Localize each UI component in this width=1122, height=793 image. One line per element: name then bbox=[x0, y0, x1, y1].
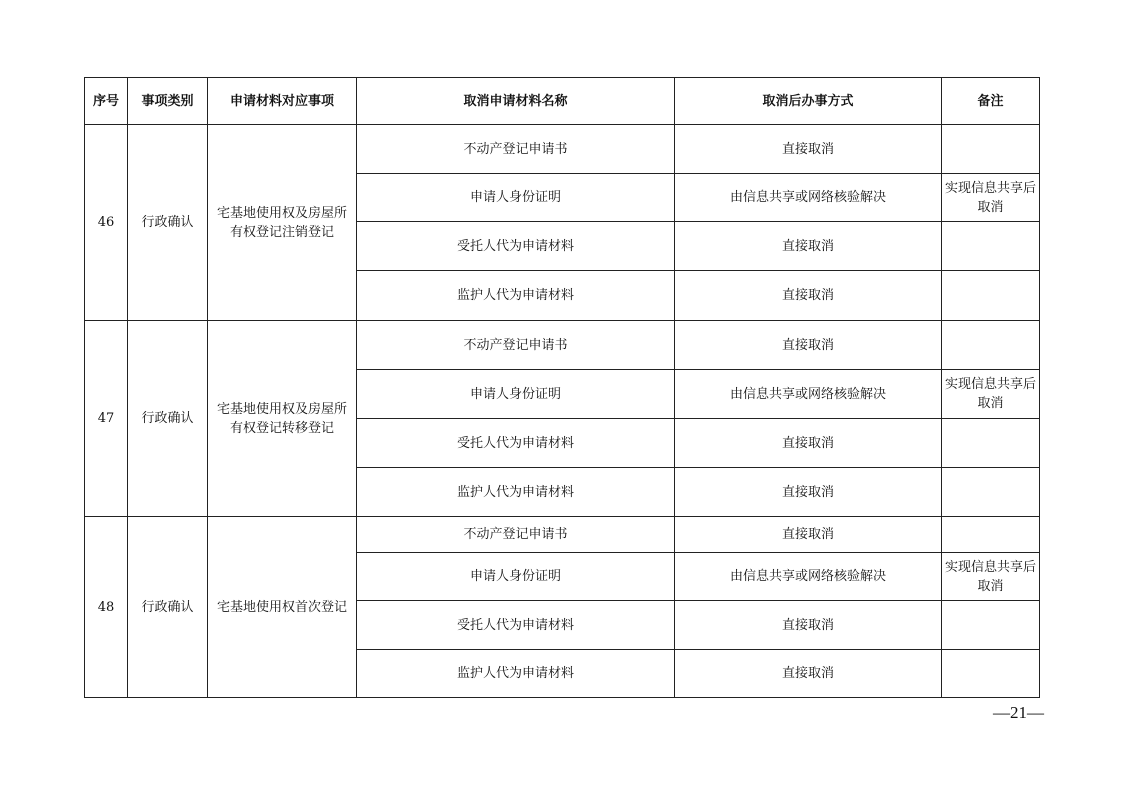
header-material-name: 取消申请材料名称 bbox=[357, 78, 675, 125]
method-cell: 直接取消 bbox=[675, 419, 942, 468]
materials-table bbox=[84, 77, 1040, 698]
method-cell: 直接取消 bbox=[675, 321, 942, 370]
material-cell: 监护人代为申请材料 bbox=[357, 271, 675, 321]
header-method: 取消后办事方式 bbox=[675, 78, 942, 125]
note-cell bbox=[942, 419, 1040, 468]
material-cell: 申请人身份证明 bbox=[357, 370, 675, 419]
method-cell: 直接取消 bbox=[675, 517, 942, 553]
material-cell: 申请人身份证明 bbox=[357, 174, 675, 222]
table-header-row bbox=[85, 78, 1040, 125]
seq-cell: 47 bbox=[85, 321, 128, 517]
note-cell bbox=[942, 271, 1040, 321]
note-cell bbox=[942, 125, 1040, 174]
note-cell bbox=[942, 601, 1040, 650]
header-category: 事项类别 bbox=[128, 78, 208, 125]
category-cell: 行政确认 bbox=[128, 321, 208, 517]
method-cell: 由信息共享或网络核验解决 bbox=[675, 370, 942, 419]
material-cell: 受托人代为申请材料 bbox=[357, 601, 675, 650]
matter-cell: 宅基地使用权及房屋所有权登记注销登记 bbox=[208, 125, 357, 321]
table-row bbox=[85, 321, 1040, 370]
material-cell: 不动产登记申请书 bbox=[357, 517, 675, 553]
note-cell bbox=[942, 517, 1040, 553]
table-row bbox=[85, 125, 1040, 174]
material-cell: 监护人代为申请材料 bbox=[357, 650, 675, 698]
category-cell: 行政确认 bbox=[128, 125, 208, 321]
note-cell: 实现信息共享后取消 bbox=[942, 370, 1040, 419]
method-cell: 由信息共享或网络核验解决 bbox=[675, 174, 942, 222]
method-cell: 直接取消 bbox=[675, 125, 942, 174]
matter-cell: 宅基地使用权首次登记 bbox=[208, 517, 357, 698]
table-row bbox=[85, 517, 1040, 553]
material-cell: 不动产登记申请书 bbox=[357, 125, 675, 174]
note-cell bbox=[942, 650, 1040, 698]
method-cell: 直接取消 bbox=[675, 601, 942, 650]
seq-cell: 46 bbox=[85, 125, 128, 321]
method-cell: 直接取消 bbox=[675, 222, 942, 271]
material-cell: 不动产登记申请书 bbox=[357, 321, 675, 370]
method-cell: 直接取消 bbox=[675, 650, 942, 698]
header-seq: 序号 bbox=[85, 78, 128, 125]
method-cell: 直接取消 bbox=[675, 271, 942, 321]
header-matter: 申请材料对应事项 bbox=[208, 78, 357, 125]
note-cell bbox=[942, 222, 1040, 271]
header-note: 备注 bbox=[942, 78, 1040, 125]
note-cell bbox=[942, 468, 1040, 517]
category-cell: 行政确认 bbox=[128, 517, 208, 698]
note-cell: 实现信息共享后取消 bbox=[942, 553, 1040, 601]
note-cell bbox=[942, 321, 1040, 370]
material-cell: 受托人代为申请材料 bbox=[357, 222, 675, 271]
matter-cell: 宅基地使用权及房屋所有权登记转移登记 bbox=[208, 321, 357, 517]
page-number: —21— bbox=[993, 703, 1044, 722]
note-cell: 实现信息共享后取消 bbox=[942, 174, 1040, 222]
method-cell: 直接取消 bbox=[675, 468, 942, 517]
material-cell: 监护人代为申请材料 bbox=[357, 468, 675, 517]
material-cell: 受托人代为申请材料 bbox=[357, 419, 675, 468]
method-cell: 由信息共享或网络核验解决 bbox=[675, 553, 942, 601]
seq-cell: 48 bbox=[85, 517, 128, 698]
material-cell: 申请人身份证明 bbox=[357, 553, 675, 601]
